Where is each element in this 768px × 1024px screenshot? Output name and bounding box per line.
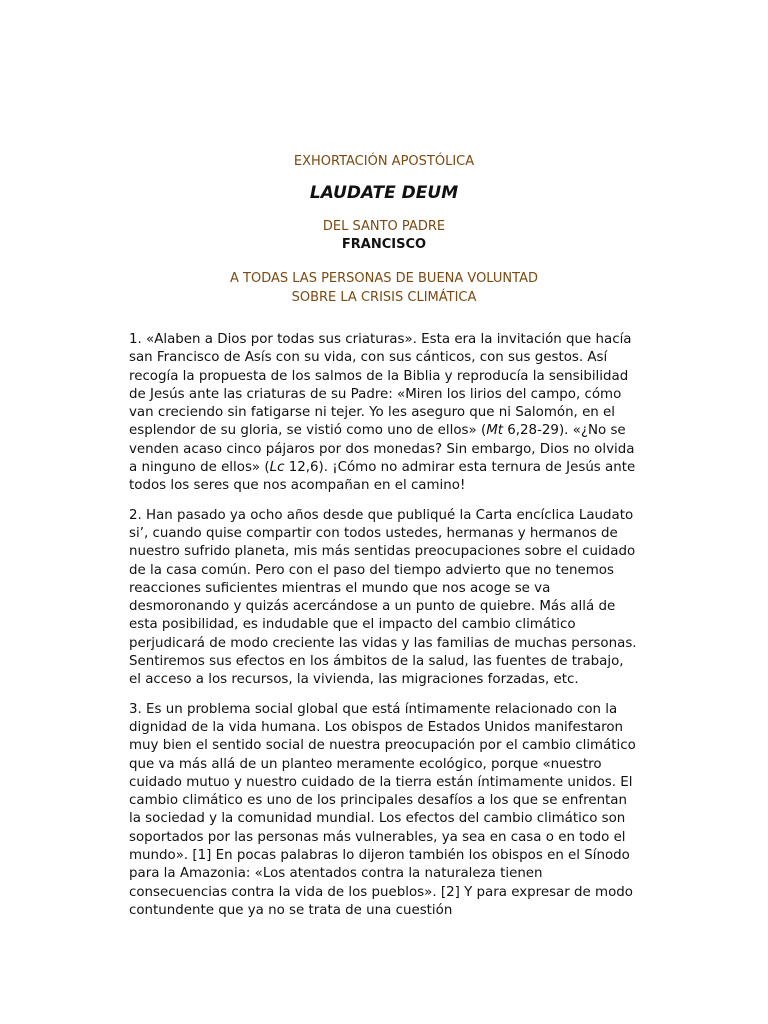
- document-title: LAUDATE DEUM: [309, 183, 459, 203]
- document-type-heading: EXHORTACIÓN APOSTÓLICA: [293, 154, 475, 169]
- footnote-ref-2[interactable]: [2]: [440, 884, 460, 900]
- dedication-line-1: A TODAS LAS PERSONAS DE BUENA VOLUNTAD: [230, 271, 538, 286]
- dedication-heading: [0, 269, 768, 307]
- paragraph-3-text-c: Y para expresar de modo contundente que ya no se trata de una cuestión: [129, 884, 633, 918]
- paragraph-1-text-b: 6,28-29). «¿No se venden acaso cinco pájaros por dos monedas? Sin embargo, Dios no olvida a ninguno de ellos» (: [129, 423, 635, 476]
- paragraph-2: 2. Han pasado ya ocho años desde que publiqué la Carta encíclica Laudato si’, cuando quise compartir con todos ustedes, hermanas y hermanos de nuestro sufrido planeta, mis más sentidas preocupaciones sobre el cuidado de la casa común. Pero con el paso del tiempo advierto que no tenemos reacciones suficientes mientras el mundo que nos acoge se va desmoronando y quizás acercándose a un punto de quiebre. Más allá de esta posibilidad, es indudable que el impacto del cambio climático perjudicará de modo creciente las vidas y las familias de muchas personas. Sentiremos sus efectos en los ámbitos de la salud, las fuentes de trabajo, el acceso a los recursos, la vivienda, las migraciones forzadas, etc.: [129, 507, 637, 688]
- author-name: FRANCISCO: [341, 237, 427, 252]
- dedication-line-2: SOBRE LA CRISIS CLIMÁTICA: [291, 290, 477, 305]
- paragraph-3-text-a: 3. Es un problema social global que está íntimamente relacionado con la dignidad de la vida humana. Los obispos de Estados Unidos manifestaron muy bien el sentido social de nuestra preocupación por el cambio climático que va más allá de un planteo meramente ecológico, porque «nuestro cuidado mutuo y nuestro cuidado de la tierra están íntimamente unidos. El cambio climático es uno de los principales desafíos a los que se enfrentan la sociedad y la comunidad mundial. Los efectos del cambio climático son soportados por las personas más vulnerables, ya sea en casa o en todo el mundo».: [129, 701, 636, 864]
- footnote-ref-1[interactable]: [1]: [192, 848, 212, 864]
- author-heading: DEL SANTO PADRE: [322, 219, 446, 234]
- paragraph-3: [129, 701, 639, 921]
- paragraph-1-text-c: 12,6). ¡Cómo no admirar esta ternura de Jesús ante todos los seres que nos acompañan en el camino!: [129, 460, 636, 494]
- paragraph-1-text-a: 1. «Alaben a Dios por todas sus criaturas». Esta era la invitación que hacía san Francisco de Asís con su vida, con sus cánticos, con sus gestos. Así recogía la propuesta de los salmos de la Biblia y reproducía la sensibilidad de Jesús ante las criaturas de su Padre: «Miren los lirios del campo, cómo van creciendo sin fatigarse ni tejer. Yo les aseguro que ni Salomón, en el esplendor de su gloria, se vistió como uno de ellos» (: [129, 332, 632, 439]
- scripture-ref-lc: Lc: [269, 460, 285, 476]
- document-body: [129, 331, 639, 931]
- scripture-ref-mt: Mt: [486, 423, 503, 439]
- paragraph-1: [129, 331, 639, 496]
- paragraph-3-text-b: En pocas palabras lo dijeron también los obispos en el Sínodo para la Amazonia: «Los atentados contra la naturaleza tienen consecuencias contra la vida de los pueblos».: [129, 848, 630, 900]
